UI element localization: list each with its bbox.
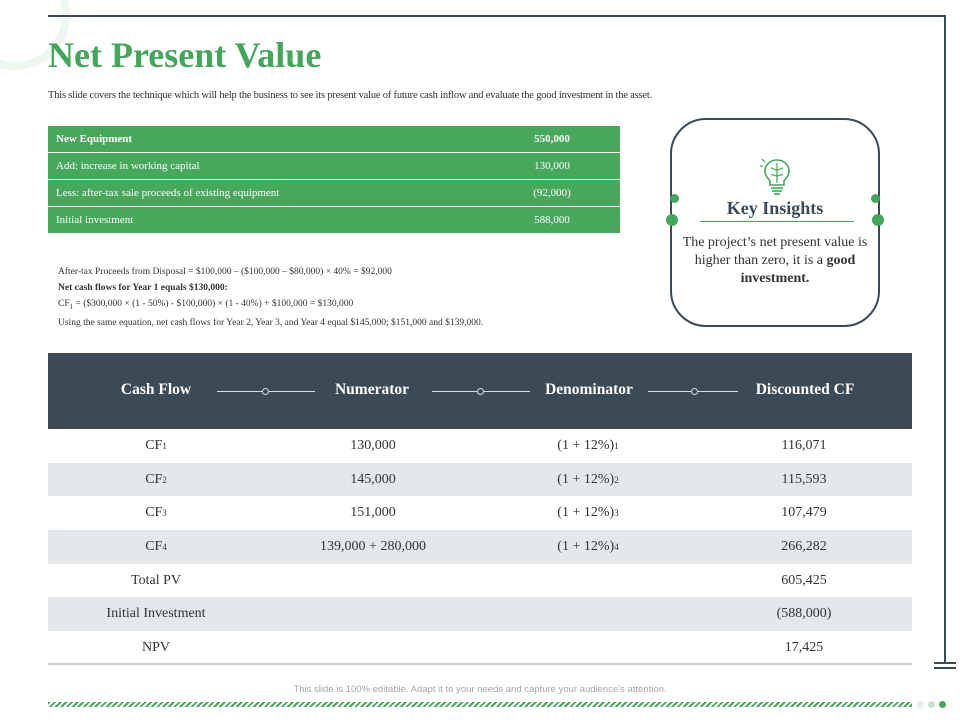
- frame-line-right: [944, 15, 946, 663]
- column-header-denominator: Denominator: [545, 381, 633, 398]
- investment-value: 550,000: [484, 126, 620, 153]
- table-row: [48, 631, 912, 665]
- table-row: [48, 564, 912, 598]
- cf-subscript: 2: [162, 474, 167, 485]
- table-row: [48, 153, 620, 180]
- cf-subscript: 4: [162, 541, 167, 552]
- denominator-text: (1 + 12%): [557, 471, 615, 487]
- table-row: [48, 180, 620, 207]
- cf-label: [56, 463, 256, 497]
- summary-label: Initial Investment: [106, 606, 206, 622]
- denominator-exponent: 1: [614, 440, 619, 451]
- numerator-value: 139,000 + 280,000: [320, 538, 426, 554]
- summary-value: 605,425: [781, 572, 827, 588]
- cf-label: [56, 429, 256, 463]
- investment-label: Less: after-tax sale proceeds of existing equipment: [48, 180, 484, 207]
- summary-label: Total PV: [131, 572, 181, 588]
- connector-dot: [691, 388, 698, 395]
- table-bottom-rule: [48, 663, 912, 665]
- denominator-value: [488, 530, 688, 564]
- cf-label: [56, 496, 256, 530]
- denominator-exponent: 3: [614, 508, 619, 519]
- investment-value: 130,000: [484, 153, 620, 180]
- denominator-exponent: 4: [614, 541, 619, 552]
- connector-dot: [262, 388, 269, 395]
- denominator-text: (1 + 12%): [557, 538, 615, 554]
- denominator-exponent: 2: [614, 474, 619, 485]
- investment-label: Add: increase in working capital: [48, 153, 484, 180]
- discounted-value: 266,282: [781, 538, 827, 554]
- cf-text: CF: [145, 505, 163, 521]
- denominator-text: (1 + 12%): [557, 505, 615, 521]
- discounted-value: 116,071: [781, 437, 827, 453]
- frame-foot-line: [934, 662, 956, 664]
- note-line: Using the same equation, net cash flows for Year 2, Year 3, and Year 4 equal $145,000; $151,000 and $139,000.: [58, 317, 484, 328]
- cf-text: CF: [145, 471, 163, 487]
- insights-body: [682, 234, 868, 288]
- cf-subscript: 3: [162, 508, 167, 519]
- discounted-value: 107,479: [781, 505, 827, 521]
- page-dot: [939, 701, 946, 708]
- numerator-value: 151,000: [350, 505, 396, 521]
- cf-text: CF: [145, 437, 163, 453]
- note-line: Net cash flows for Year 1 equals $130,000:: [58, 283, 228, 293]
- insights-text: The project’s net present value is higher than zero, it is a: [682, 235, 868, 268]
- summary-value: (588,000): [776, 606, 832, 622]
- summary-value: 17,425: [784, 639, 824, 655]
- investment-label: New Equipment: [48, 126, 484, 153]
- note-cf: CF: [58, 299, 70, 309]
- table-row: [48, 429, 912, 463]
- cashflow-table: [48, 429, 912, 665]
- table-row: [48, 126, 620, 153]
- denominator-text: (1 + 12%): [557, 437, 615, 453]
- insights-divider: [700, 221, 854, 222]
- table-row: [48, 463, 912, 497]
- cf-subscript: 1: [162, 440, 167, 451]
- column-header-discounted-cf: Discounted CF: [755, 381, 855, 398]
- page-dot: [917, 701, 924, 708]
- note-line: [58, 296, 483, 315]
- note-line: After-tax Proceeds from Disposal = $100,000 – ($100,000 – $80,000) × 40% = $92,000: [58, 267, 392, 277]
- table-row: [48, 597, 912, 631]
- lightbulb-brain-icon: [760, 156, 794, 196]
- footer-hatch-bar: [48, 702, 912, 707]
- table-row: [48, 530, 912, 564]
- denominator-value: [488, 429, 688, 463]
- insights-emphasis: good investment.: [740, 253, 856, 286]
- frame-line-top: [48, 15, 946, 17]
- page-title: Net Present Value: [48, 35, 322, 75]
- investment-value: (92,000): [484, 180, 620, 207]
- connector-dot: [477, 388, 484, 395]
- column-header-cash-flow: Cash Flow: [120, 381, 192, 398]
- table-row: [48, 207, 620, 234]
- denominator-value: [488, 496, 688, 530]
- note-cf-formula: = ($300,000 × (1 - 50%) - $100,000) × (1 - 40%) + $100,000 = $130,000: [73, 299, 354, 309]
- investment-label: Initial investment: [48, 207, 484, 234]
- note-cf-sub: 1: [69, 302, 74, 311]
- footer-note: This slide is 100% editable. Adapt it to your needs and capture your audience's attention.: [293, 684, 667, 695]
- insights-heading: Key Insights: [726, 198, 824, 218]
- column-header-numerator: Numerator: [334, 381, 410, 398]
- summary-label: NPV: [141, 639, 170, 655]
- page-dot: [928, 701, 935, 708]
- calculation-notes: [58, 264, 483, 331]
- key-insights-card: [670, 118, 880, 327]
- investment-table: [48, 126, 620, 234]
- denominator-value: [488, 463, 688, 497]
- cf-label: [56, 530, 256, 564]
- numerator-value: 145,000: [350, 471, 396, 487]
- page-subtitle: This slide covers the technique which will help the business to see its present value of future cash inflow and evaluate the good investment in the asset.: [48, 90, 652, 101]
- numerator-value: 130,000: [350, 437, 396, 453]
- investment-value: 588,000: [484, 207, 620, 234]
- table-row: [48, 496, 912, 530]
- frame-foot-line: [934, 667, 956, 669]
- cf-text: CF: [145, 538, 163, 554]
- discounted-value: 115,593: [781, 471, 827, 487]
